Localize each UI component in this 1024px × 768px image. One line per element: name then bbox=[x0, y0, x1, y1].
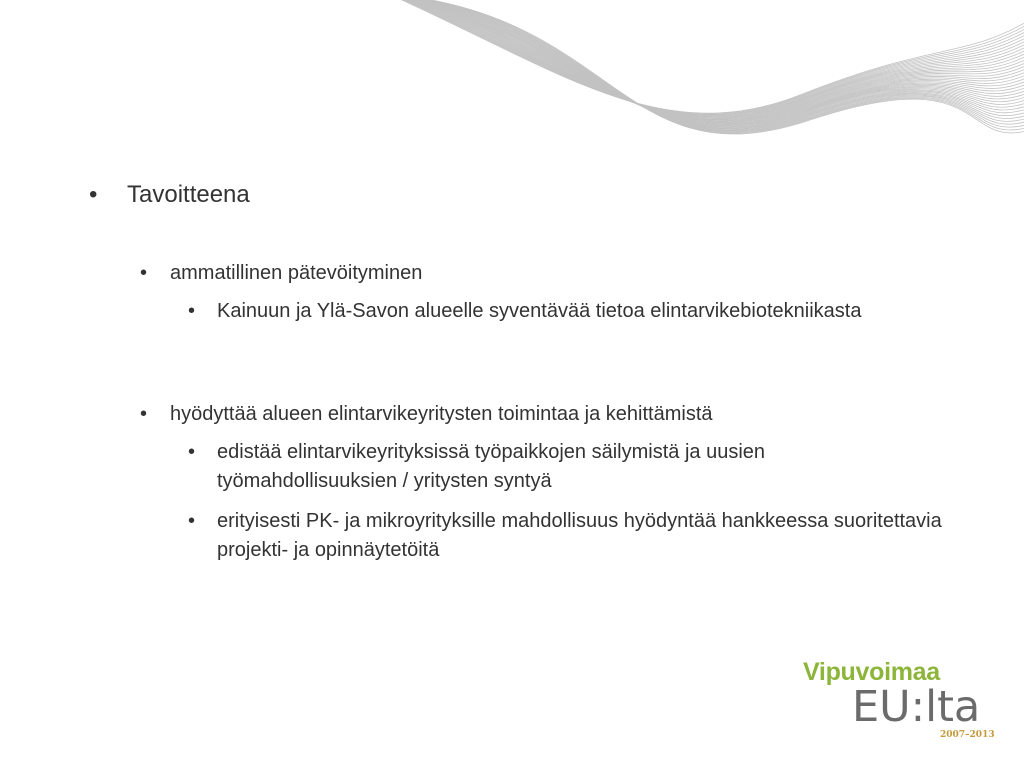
section-text: hyödyttää alueen elintarvikeyritysten toimintaa ja kehittämistä bbox=[170, 403, 713, 425]
ribbon-line bbox=[410, 0, 1024, 128]
logo-line2: EU:lta bbox=[852, 682, 981, 732]
subitem-text: erityisesti PK- ja mikroyrityksille mahdollisuus hyödyntää hankkeessa suoritettavia projekti- ja opinnäytetöitä bbox=[217, 510, 942, 561]
ribbon-line bbox=[411, 0, 1024, 129]
subitem bbox=[188, 297, 948, 326]
vipuvoimaa-logo bbox=[800, 652, 1000, 752]
ribbon-line bbox=[415, 0, 1024, 131]
bullet: • bbox=[140, 262, 148, 284]
bullet: • bbox=[140, 403, 148, 425]
decorative-ribbon bbox=[0, 0, 1024, 200]
heading-text: Tavoitteena bbox=[127, 181, 250, 208]
subitem bbox=[188, 507, 948, 565]
subitem-text: edistää elintarvikeyrityksissä työpaikkojen säilymistä ja uusien työmahdollisuuksien / yritysten syntyä bbox=[217, 441, 766, 492]
logo-years: 2007–2013 bbox=[940, 730, 995, 740]
logo-line1: Vipuvoimaa bbox=[803, 658, 940, 686]
bullet: • bbox=[188, 441, 196, 463]
ribbon-line bbox=[414, 0, 1024, 131]
bullet: • bbox=[188, 510, 196, 532]
section-text: ammatillinen pätevöityminen bbox=[170, 262, 423, 284]
bullet: • bbox=[89, 181, 98, 208]
ribbon-line bbox=[417, 0, 1024, 132]
subitem bbox=[188, 438, 948, 496]
subitem-text: Kainuun ja Ylä-Savon alueelle syventävää tietoa elintarvikebiotekniikasta bbox=[217, 300, 862, 322]
bullet: • bbox=[188, 300, 196, 322]
